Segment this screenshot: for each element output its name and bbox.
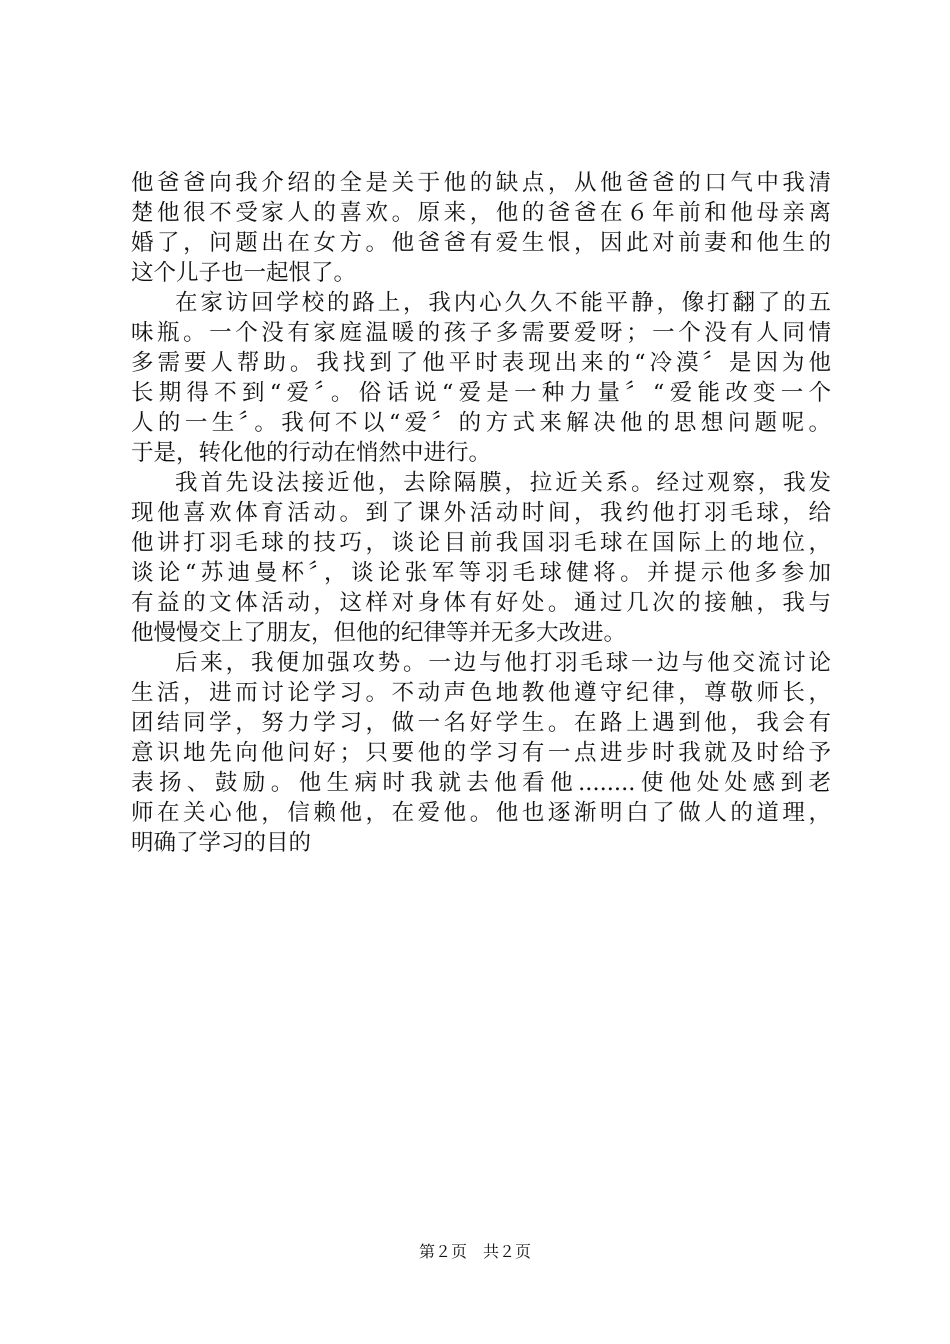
text-line: 于是，转化他的行动在悄然中进行。 [131,440,492,466]
text-line: 现他喜欢体育活动。到了课外活动时间，我约他打羽毛球，给 [131,500,831,526]
text-line: 有益的文体活动，这样对身体有好处。通过几次的接触，我与 [131,590,831,616]
paragraph-first-line: 后来，我便加强攻势。一边与他打羽毛球一边与他交流讨论 [175,650,831,676]
text-line: 楚他很不受家人的喜欢。原来，他的爸爸在６年前和他母亲离 [131,200,831,226]
text-line: 师在关心他，信赖他，在爱他。他也逐渐明白了做人的道理， [131,800,831,826]
text-line: 表扬、鼓励。他生病时我就去他看他........使他处处感到老 [131,770,831,796]
text-line: 他慢慢交上了朋友，但他的纪律等并无多大改进。 [131,620,627,646]
text-line: 这个儿子也一起恨了。 [131,260,357,286]
text-line: 谈论“苏迪曼杯〞，谈论张军等羽毛球健将。并提示他多参加 [131,560,831,586]
text-line: 长期得不到“爱〞。俗话说“爱是一种力量〞“爱能改变一个 [131,380,831,406]
paragraph-first-line: 我首先设法接近他，去除隔膜，拉近关系。经过观察，我发 [175,470,831,496]
text-line: 人的一生〞。我何不以“爱〞的方式来解决他的思想问题呢。 [131,410,831,436]
text-line: 他讲打羽毛球的技巧，谈论目前我国羽毛球在国际上的地位， [131,530,831,556]
text-line: 生活，进而讨论学习。不动声色地教他遵守纪律，尊敬师长， [131,680,831,706]
text-line: 婚了，问题出在女方。他爸爸有爱生恨，因此对前妻和他生的 [131,230,831,256]
text-line: 团结同学，努力学习，做一名好学生。在路上遇到他，我会有 [131,710,831,736]
text-line: 味瓶。一个没有家庭温暖的孩子多需要爱呀；一个没有人同情 [131,320,831,346]
text-line: 明确了学习的目的 [131,830,312,856]
text-line: 他爸爸向我介绍的全是关于他的缺点，从他爸爸的口气中我清 [131,170,831,196]
page-number-footer: 第２页 共２页 [418,1242,531,1261]
document-body [131,168,831,858]
paragraph-first-line: 在家访回学校的路上，我内心久久不能平静，像打翻了的五 [175,290,831,316]
text-line: 意识地先向他问好；只要他的学习有一点进步时我就及时给予 [131,740,831,766]
text-line: 多需要人帮助。我找到了他平时表现出来的“冷漠〞是因为他 [131,350,831,376]
